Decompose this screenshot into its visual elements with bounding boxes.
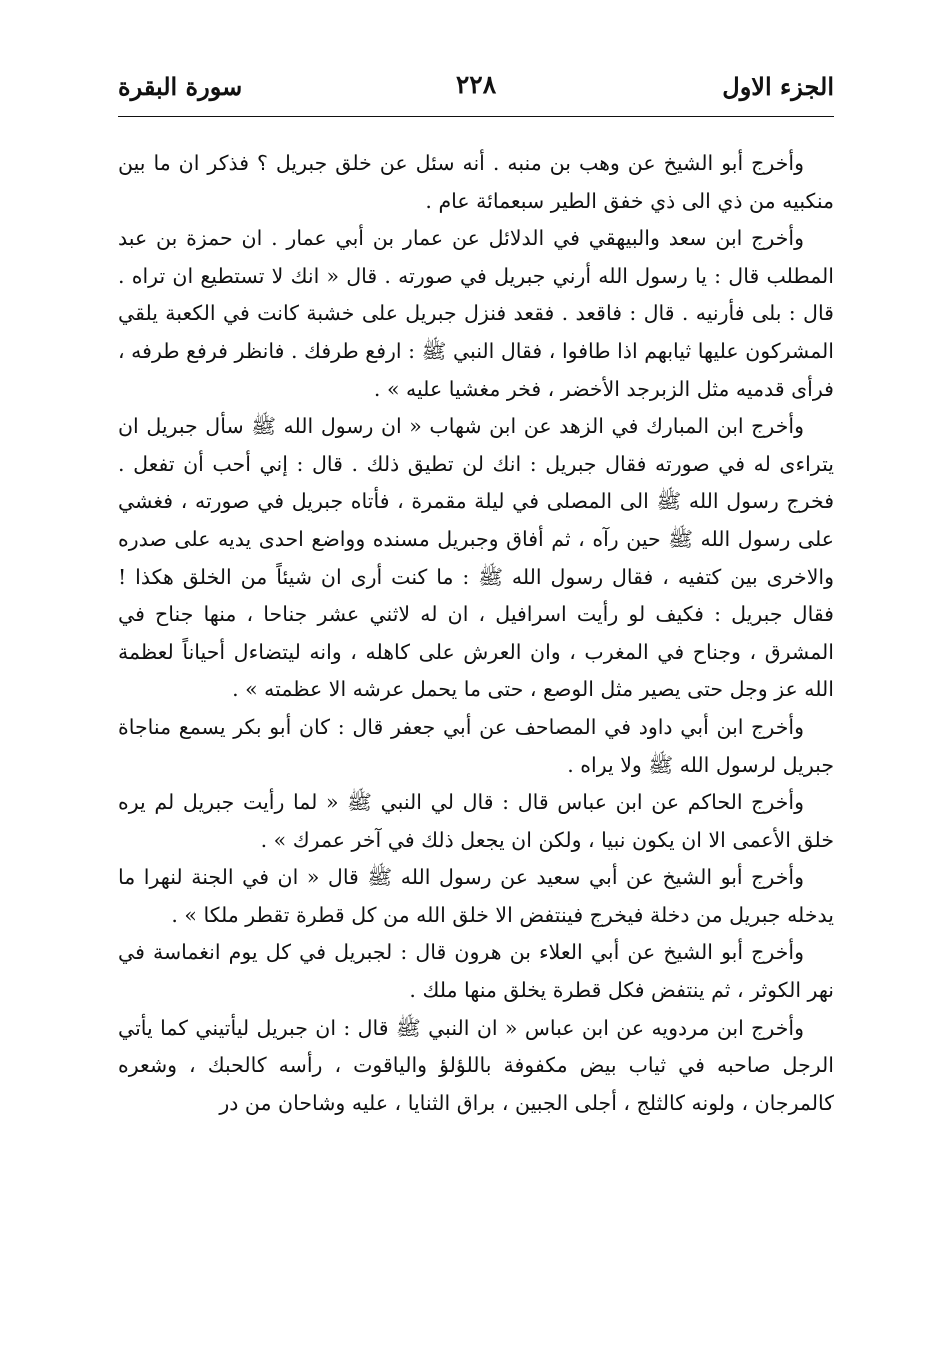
paragraph: وأخرج ابن أبي داود في المصاحف عن أبي جعفر قال : كان أبو بكر يسمع مناجاة جبريل لرسول الله ﷺ ولا يراه .: [118, 714, 834, 777]
paragraph: وأخرج أبو الشيخ عن أبي العلاء بن هرون قال : لجبريل في كل يوم انغماسة في نهر الكوثر ، ثم ينتفض فكل قطرة يخلق منها ملك .: [118, 940, 834, 1003]
paragraph: وأخرج ابن المبارك في الزهد عن ابن شهاب « ان رسول الله ﷺ سأل جبريل ان يتراءى له في صورته فقال جبريل : انك لن تطيق ذلك . قال : إني أحب أن تفعل . فخرج رسول الله ﷺ الى المصلى في ليلة مقمرة ، فأتاه جبريل في صورته ، فغشي على رسول الله ﷺ حين رآه ، ثم أفاق وجبريل مسنده وواضع احدى يديه على صدره والاخرى بين كتفيه ، فقال رسول الله ﷺ : ما كنت أرى ان شيئاً من الخلق هكذا ! فقال جبريل : فكيف لو رأيت اسرافيل ، ان له لاثني عشر جناحا ، منها جناح في المشرق ، وجناح في المغرب ، وان العرش على كاهله ، وانه ليتضاءل أحياناً لعظمة الله عز وجل حتى يصير مثل الوصع ، حتى ما يحمل عرشه الا عظمته » .: [118, 414, 834, 702]
paragraph: وأخرج ابن سعد والبيهقي في الدلائل عن عمار بن أبي عمار . ان حمزة بن عبد المطلب قال : يا رسول الله أرني جبريل في صورته . قال « انك لا تستطيع ان تراه . قال : بلى فأرنيه . قال : فاقعد . فقعد فنزل جبريل على خشبة كانت في الكعبة يلقي المشركون عليها ثيابهم اذا طافوا ، فقال النبي ﷺ : ارفع طرفك . فانظر فرفع طرفه ، فرأى قدميه مثل الزبرجد الأخضر ، فخر مغشيا عليه » .: [118, 226, 834, 401]
paragraph: وأخرج أبو الشيخ عن وهب بن منبه . أنه سئل عن خلق جبريل ؟ فذكر ان ما بين منكبيه من ذي الى ذي خفق الطير سبعمائة عام .: [118, 151, 834, 213]
paragraph: وأخرج الحاكم عن ابن عباس قال : قال لي النبي ﷺ « لما رأيت جبريل لم يره خلق الأعمى الا ان يكون نبيا ، ولكن ان يجعل ذلك في آخر عمرك » .: [118, 790, 834, 852]
header-rule: [118, 116, 834, 117]
running-header: [118, 66, 834, 112]
page-number: ٢٢٨: [455, 70, 497, 99]
paragraph: وأخرج أبو الشيخ عن أبي سعيد عن رسول الله ﷺ قال « ان في الجنة لنهرا ما يدخله جبريل من دخلة فيخرج فينتفض الا خلق الله من كل قطرة تقطر ملكا » .: [118, 865, 834, 927]
part-label: الجزء الاول: [722, 72, 834, 101]
body-text: [118, 145, 834, 1122]
surah-label: سورة البقرة: [118, 72, 243, 101]
paragraph: وأخرج ابن مردويه عن ابن عباس « ان النبي ﷺ قال : ان جبريل ليأتيني كما يأتي الرجل صاحبه في ثياب بيض مكفوفة باللؤلؤ والياقوت ، رأسه كالحبك ، وشعره كالمرجان ، ولونه كالثلج ، أجلى الجبين ، براق الثنايا ، عليه وشاحان من در: [118, 1015, 834, 1115]
